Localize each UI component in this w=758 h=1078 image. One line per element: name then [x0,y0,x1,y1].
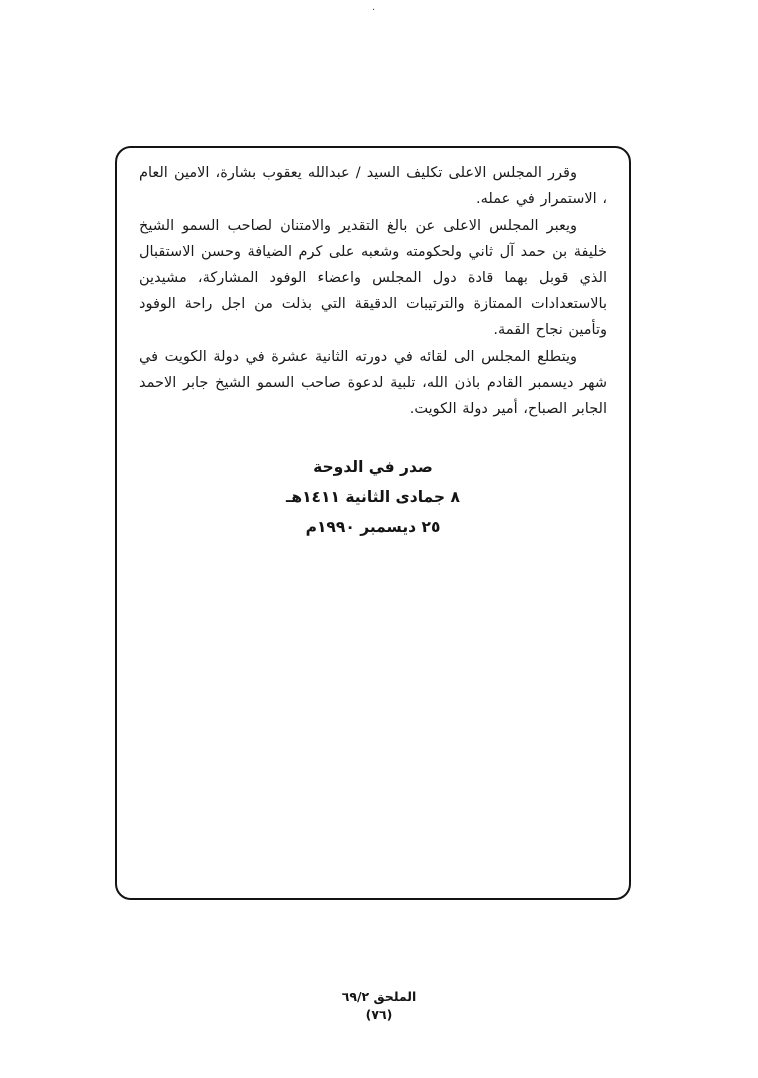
paragraph-secretary-general-appointment: وقرر المجلس الاعلى تكليف السيد / عبدالله يعقوب بشارة، الامين العام ، الاستمرار في عمله. [139,165,607,207]
issuance-hijri-date: ٨ جمادى الثانية ١٤١١هـ [286,488,460,506]
issuance-gregorian-date: ٢٥ ديسمبر ١٩٩٠م [305,518,441,536]
issuance-place: صدر في الدوحة [313,458,433,476]
issuance-block [139,452,607,542]
page-number: (٧٦) [365,1007,393,1022]
annex-label: الملحق ٦٩/٢ [341,989,417,1004]
page-footer [0,988,758,1024]
paragraph-gratitude-to-host: ويعبر المجلس الاعلى عن بالغ التقدير والامتنان لصاحب السمو الشيخ خليفة بن حمد آل ثاني ولحكومته وشعبه على كرم الضيافة وحسن الاستقبال الذي قوبل بهما قادة دول المجلس واعضاء الوفود المشاركة، مشيدين بالاستعدادات الممتازة والترتيبات الدقيقة التي بذلت من اجل راحة الوفود وتأمين نجاح القمة. [139,218,607,338]
paragraph-next-session-kuwait: ويتطلع المجلس الى لقائه في دورته الثانية عشرة في دولة الكويت في شهر ديسمبر القادم باذن الله، تلبية لدعوة صاحب السمو الشيخ جابر الاحمد الجابر الصباح، أمير دولة الكويت. [139,349,607,417]
scan-artifact-dot: . [372,2,376,13]
document-border-box [115,146,631,900]
